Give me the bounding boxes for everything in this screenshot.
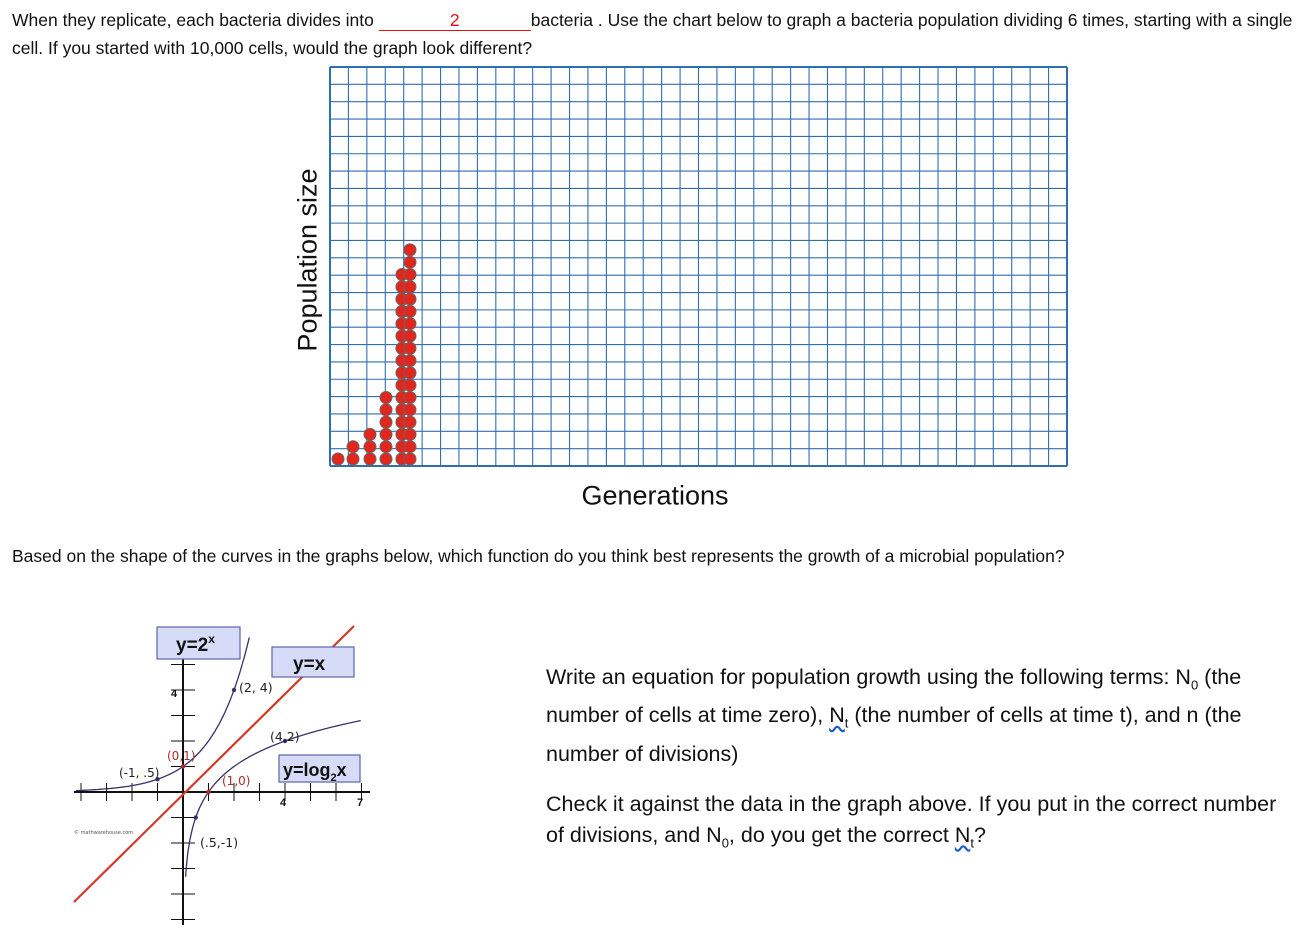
graph-point [206, 790, 210, 794]
exponential-curve [76, 637, 249, 790]
question-2-text: Based on the shape of the curves in the graphs below, which function do you think best represents the growth of a microbial population? [12, 546, 1065, 566]
x-tick-7: 7 [357, 797, 364, 809]
p2-text-c: ? [973, 823, 986, 847]
p1-N: N [829, 703, 845, 728]
x-tick-4: 4 [280, 797, 287, 809]
y-axis-label: Population size [292, 168, 323, 352]
p1-text-a: Write an equation for population growth using the following terms: N [546, 665, 1191, 689]
point-label-1-0: (1,0) [222, 774, 251, 788]
linear-label: y=x [293, 654, 326, 675]
log-label: $y=\log_2x$ [283, 760, 347, 784]
watermark: © mathwarehouse.com [74, 830, 134, 836]
point-label-half-neg1: (.5,-1) [200, 835, 239, 850]
answer-blank[interactable]: 2 [379, 10, 531, 31]
q1-part2: bacteria . Use the chart below to graph a bacteria population dividing 6 times, starting with a single cell. If you started with 10,000 cells, would the graph look different? [12, 10, 1293, 58]
p2-text-a: Check it against the data in the graph above. If you put in the correct number of divisions, and N [546, 792, 1277, 847]
point-label-neg1-half: (-1, .5) [119, 766, 160, 780]
p1-sub-t: t [844, 715, 849, 731]
logarithm-curve [186, 721, 364, 877]
point-label-0-1: (0,1) [167, 749, 196, 763]
p2-sub-t: t [970, 835, 974, 851]
equation-prompt [546, 662, 1286, 770]
x-axis-label: Generations [581, 480, 729, 511]
point-label-2-4: (2, 4) [239, 680, 273, 695]
q1-part1: When they replicate, each bacteria divides into [12, 10, 379, 30]
exp-label: $y=2^x$ [176, 632, 215, 656]
graph-point [232, 688, 236, 692]
p1-text-b: (the number of cells at time zero), [546, 665, 1242, 728]
p2-sub-0: 0 [721, 835, 729, 851]
p1-nt [829, 703, 849, 731]
point-label-4-2: (4,2) [270, 729, 300, 744]
p1-sub-0: 0 [1190, 677, 1199, 693]
p2-text-b: , do you get the correct [728, 823, 955, 847]
graph-point [181, 764, 185, 768]
graph-point [194, 815, 198, 819]
check-prompt [546, 789, 1286, 858]
p1-text-c: (the number of cells at time t), and n (the number of divisions) [546, 703, 1242, 766]
y-tick-4: 4 [171, 688, 178, 700]
p2-N: N [954, 823, 971, 847]
p2-nt [954, 823, 974, 851]
